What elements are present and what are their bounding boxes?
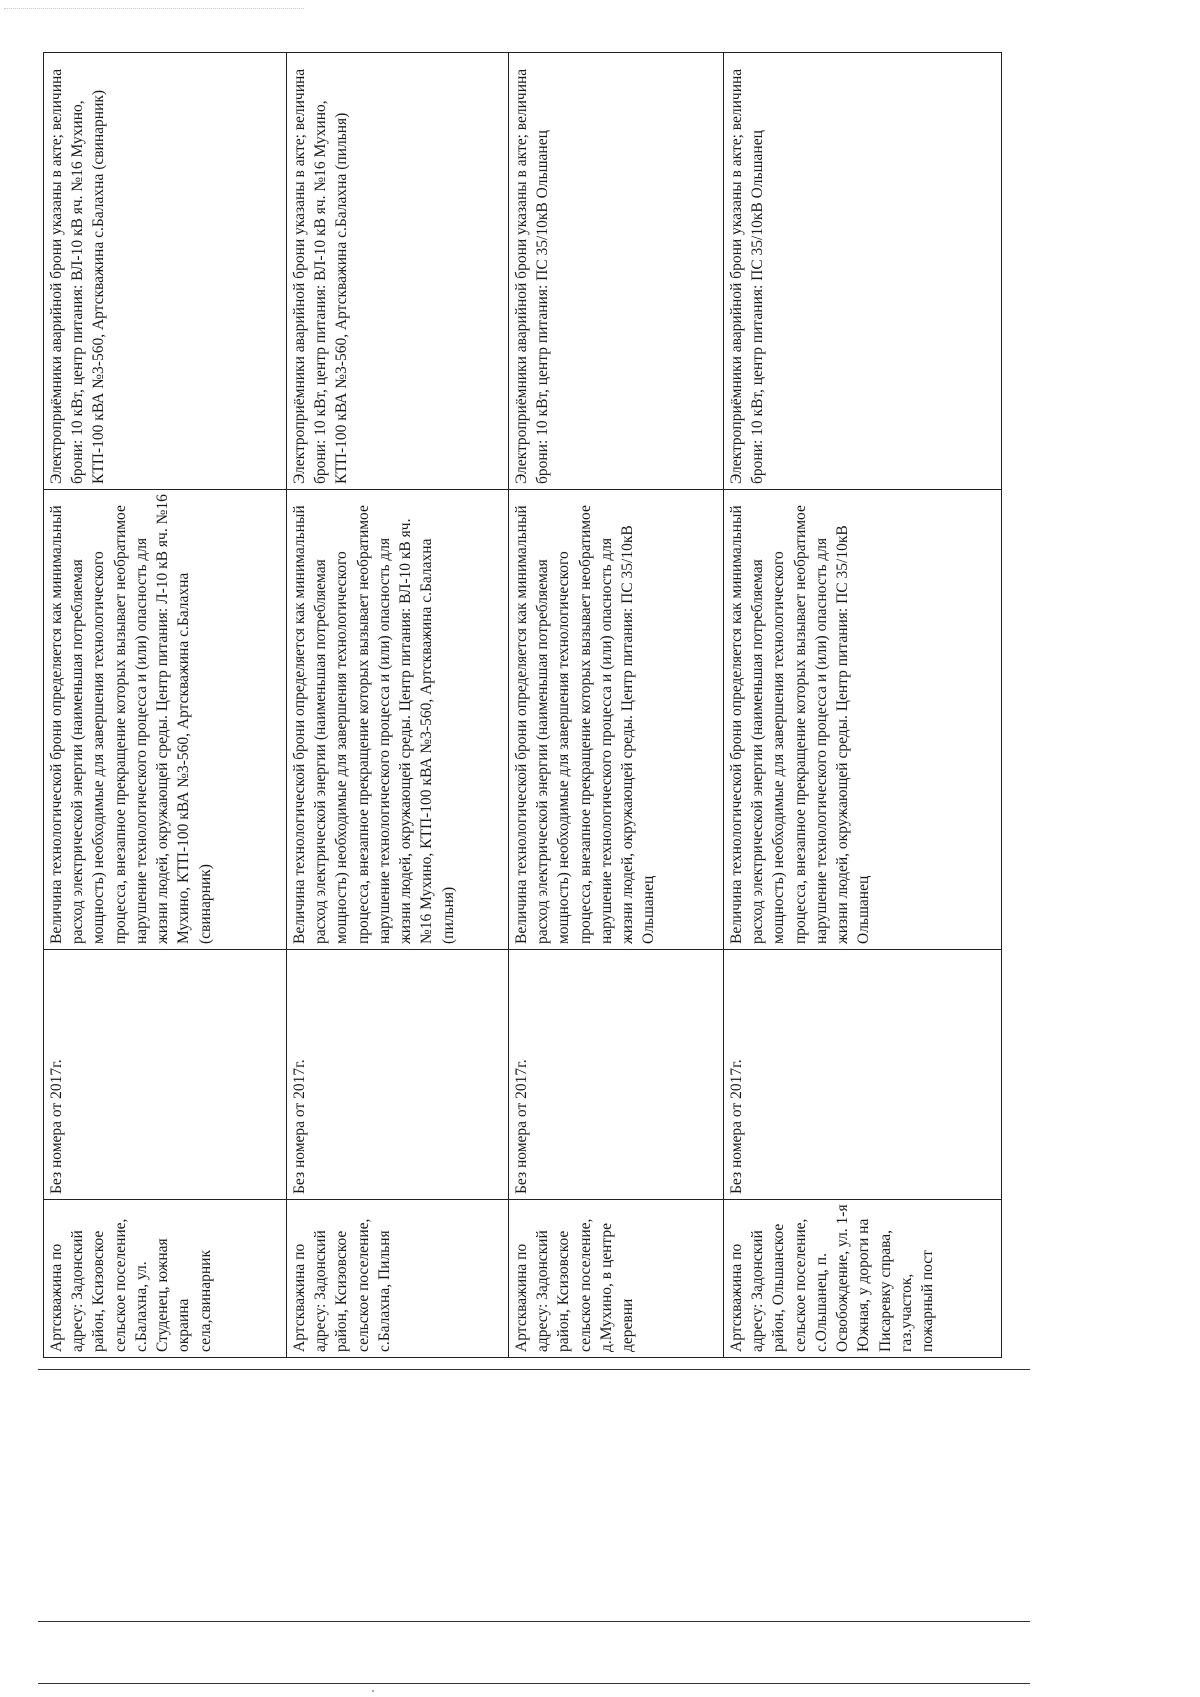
address-text: Артскважина по адресу: Задонский район, Ксизовское сельское поселение, с.Балахна, Пильня bbox=[291, 1218, 393, 1352]
avariy-bron-text: Электроприёмники аварийной брони указаны в акте; величина брони: 10 кВт, центр питания: ВЛ-10 кВ яч. №16 Мухино, КТП-100 кВА №3-560, Артскважина с.Балахна (свинарник) bbox=[48, 68, 108, 484]
table-row bbox=[287, 53, 509, 1358]
address-text: Артскважина по адресу: Задонский район, Ксизовское сельское поселение, с.Балахна, ул. Студенец, южная окраина села,свинарник bbox=[48, 1218, 214, 1352]
avariy-bron-cell bbox=[509, 53, 724, 490]
bron-table bbox=[43, 52, 1002, 1358]
tech-bron-text: Величина технологической брони определяется как минимальный расход электрической энергии (наименьшая потребляемая мощность) необходимые для завершения технологического процесса, внезапное прекращение которых вызывает необратимое нарушение технологического процесса и (или) опасность для жизни людей, окружающей среды. Центр питания: ПС 35/10кВ Ольшанец bbox=[728, 505, 873, 944]
tech-bron-text: Величина технологической брони определяется как минимальный расход электрической энергии (наименьшая потребляемая мощность) необходимые для завершения технологического процесса, внезапное прекращение которых вызывает необратимое нарушение технологического процесса и (или) опасность для жизни людей, окружающей среды. Центр питания: ВЛ-10 кВ яч. №16 Мухино, КТП-100 кВА №3-560, Артскважина с.Балахна (пильня) bbox=[291, 505, 457, 944]
avariy-bron-cell bbox=[287, 53, 509, 490]
tech-bron-cell bbox=[44, 490, 287, 950]
document-cell bbox=[724, 950, 1002, 1200]
address-text: Артскважина по адресу: Задонский район, Ксизовское сельское поселение, д.Мухино, в центре деревни bbox=[513, 1218, 637, 1352]
scan-artifact bbox=[4, 8, 304, 12]
avariy-bron-cell bbox=[724, 53, 1002, 490]
footer-rule bbox=[38, 1683, 1030, 1684]
table-row bbox=[509, 53, 724, 1358]
tech-bron-cell bbox=[509, 490, 724, 950]
avariy-bron-text: Электроприёмники аварийной брони указаны в акте; величина брони: 10 кВт, центр питания: ВЛ-10 кВ яч. №16 Мухино, КТП-100 кВА №3-560, Артскважина с.Балахна (пильня) bbox=[291, 68, 351, 484]
address-cell bbox=[44, 1200, 287, 1358]
rotated-table-container bbox=[43, 53, 1001, 1358]
footer-rule bbox=[38, 1621, 1030, 1622]
scan-artifact bbox=[372, 1690, 374, 1692]
document-cell bbox=[44, 950, 287, 1200]
avariy-bron-text: Электроприёмники аварийной брони указаны в акте; величина брони: 10 кВт, центр питания: ПС 35/10кВ Ольшанец bbox=[728, 68, 767, 484]
tech-bron-text: Величина технологической брони определяется как минимальный расход электрической энергии (наименьшая потребляемая мощность) необходимые для завершения технологического процесса, внезапное прекращение которых вызывает необратимое нарушение технологического процесса и (или) опасность для жизни людей, окружающей среды. Центр питания: ПС 35/10кВ Ольшанец bbox=[513, 505, 658, 944]
document-text: Без номера от 2017г. bbox=[291, 1059, 308, 1194]
document-text: Без номера от 2017г. bbox=[728, 1059, 745, 1194]
footer-rule bbox=[38, 1369, 1030, 1370]
document-cell bbox=[287, 950, 509, 1200]
address-cell bbox=[509, 1200, 724, 1358]
table-row bbox=[44, 53, 287, 1358]
avariy-bron-text: Электроприёмники аварийной брони указаны в акте; величина брони: 10 кВт, центр питания: ПС 35/10кВ Ольшанец bbox=[513, 68, 552, 484]
table-row bbox=[724, 53, 1002, 1358]
address-cell bbox=[287, 1200, 509, 1358]
document-cell bbox=[509, 950, 724, 1200]
tech-bron-cell bbox=[724, 490, 1002, 950]
document-text: Без номера от 2017г. bbox=[48, 1059, 65, 1194]
address-cell bbox=[724, 1200, 1002, 1358]
tech-bron-text: Величина технологической брони определяется как минимальный расход электрической энергии (наименьшая потребляемая мощность) необходимые для завершения технологического процесса, внезапное прекращение которых вызывает необратимое нарушение технологического процесса и (или) опасность для жизни людей, окружающей среды. Центр питания: Л-10 кВ яч. №16 Мухино, КТП-100 кВА №3-560, Артскважина с.Балахна (свинарник) bbox=[48, 494, 214, 944]
address-text: Артскважина по адресу: Задонский район, Ольшанское сельское поселение, с.Ольшанец, п. Освобождение, ул. 1-я Южная, у дороги на Писаревку справа, газ.участок, пожарный пост bbox=[728, 1204, 937, 1352]
document-text: Без номера от 2017г. bbox=[513, 1059, 530, 1194]
tech-bron-cell bbox=[287, 490, 509, 950]
avariy-bron-cell bbox=[44, 53, 287, 490]
